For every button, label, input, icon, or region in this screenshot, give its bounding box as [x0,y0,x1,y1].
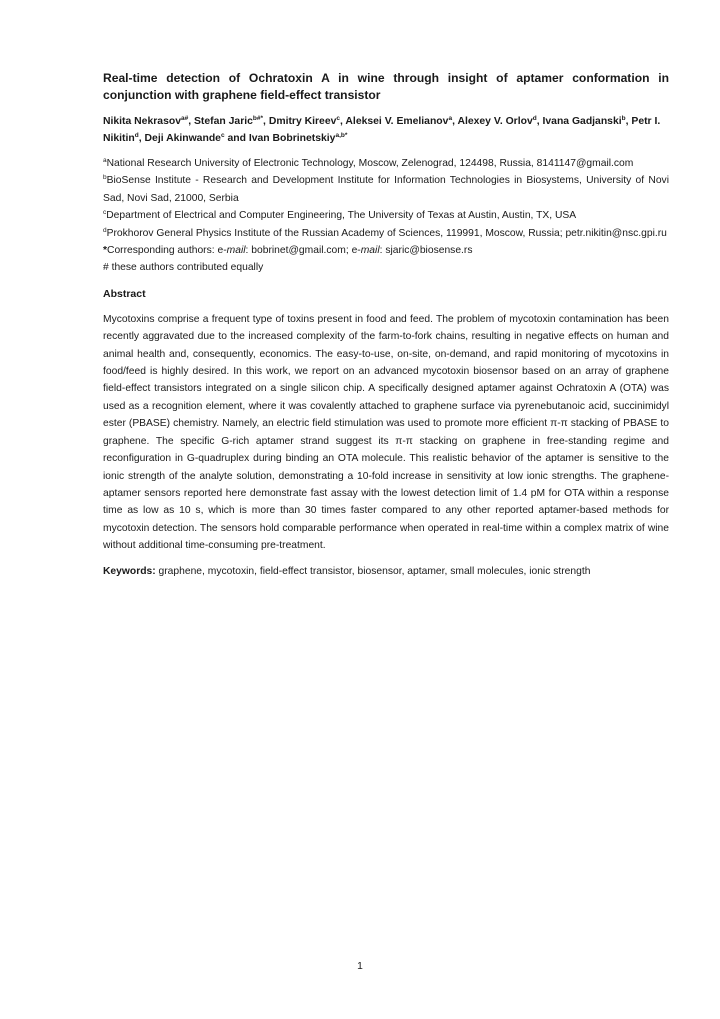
author-name: Stefan Jaric [194,116,253,127]
affiliation-text: National Research University of Electronic Technology, Moscow, Zelenograd, 124498, Russia, 8141147@gmail.com [106,158,634,169]
author-name: Dmitry Kireev [268,116,337,127]
affiliation-c [103,207,669,224]
author-name: Ivan Bobrinetskiy [248,133,336,144]
affiliation-b [103,172,669,207]
keywords-text: graphene, mycotoxin, field-effect transistor, biosensor, aptamer, small molecules, ionic strength [155,565,591,577]
affiliation-d [103,225,669,242]
keywords-label: Keywords: [103,565,156,577]
page-number: 1 [357,961,363,972]
affiliations [103,155,669,277]
affiliation-a [103,155,669,172]
author-name: Petr I. Nikitin [103,116,661,144]
author-affiliation-mark: c [220,132,225,139]
author-affiliation-mark: c [336,115,341,122]
mail-word: mail [226,245,246,257]
affiliation-text: BioSense Institute - Research and Development Institute for Information Technologies in Biosystems, University of Novi Sad, Novi Sad, 21000, Serbia [103,175,669,204]
author-affiliation-mark: b [621,115,626,122]
affiliation-mark: d [103,226,107,234]
affiliation-mark: b [103,174,107,182]
abstract-heading: Abstract [103,287,146,300]
paper-title: Real-time detection of Ochratoxin A in wine through insight of aptamer conformation in conjunction with graphene field-effect transistor [103,71,669,102]
author-affiliation-mark: a [448,115,453,122]
affiliation-mark: c [103,209,107,217]
email-bobrinet: : bobrinet@gmail.com; e- [245,245,361,257]
paper-page [103,70,669,580]
author-affiliation-mark: d [532,115,537,122]
email-sjaric: : sjaric@biosense.rs [379,245,473,257]
affiliation-text: Prokhorov General Physics Institute of the Russian Academy of Sciences, 119991, Moscow, Russia; petr.nikitin@nsc.gpi.ru [106,227,667,239]
author-list: Nikita Nekrasov$^{a\#}$, Stefan Jaric$^{b\#*}$, Dmitry Kireev$^c$, Aleksei V. Emelianov$^a$, Alexey V. Orlov$^d$, Ivana Gadjanski$^b$, Petr I. Nikitin$^d$, Deji Akinwande$^c$ and Ivan Bobrinetskiy$^{a,b*}$ [103,115,661,144]
author-name: Aleksei V. Emelianov [345,116,449,127]
abstract-text: Mycotoxins comprise a frequent type of toxins present in food and feed. The problem of mycotoxin contamination has been recently aggravated due to the increased complexity of the farm-to-fork chains, resulting in negative effects on human and animal health and, consequently, economics. The easy-to-use, on-site, on-demand, and rapid monitoring of mycotoxins in food/feed is highly desired. In this work, we report on an advanced mycotoxin biosensor based on an array of graphene field-effect transistors integrated on a single silicon chip. A specifically designed aptamer against Ochratoxin A (OTA) was used as a recognition element, where it was covalently attached to graphene surface via pyrenebutanoic acid, succinimidyl ester (PBASE) chemistry. Namely, an electric field stimulation was used to promote more efficient π-π stacking of PBASE to graphene. The specific G-rich aptamer strand suggest its π-π stacking on graphene in free-standing regime and reconfiguration in G-quadruplex during binding an OTA molecule. This realistic behavior of the aptamer is sensitive to the ionic strength of the analyte solution, demonstrating a 10-fold increase in sensitivity at low ionic strengths. The graphene-aptamer sensors reported here demonstrate fast assay with the lowest detection limit of 1.4 pM for OTA within a response time as low as 10 s, which is more than 30 times faster compared to any other reported aptamer-based methods for mycotoxin detection. The sensors hold comparable performance when operated in real-time within a complex matrix of wine without additional time-consuming pre-treatment. [103,313,669,552]
author-name: Alexey V. Orlov [457,116,533,127]
author-name: Ivana Gadjanski [542,116,622,127]
mail-word: mail [360,245,380,257]
author-affiliation-mark: a,b* [335,132,348,139]
author-affiliation-mark: b#* [252,115,264,122]
author-name: Deji Akinwande [144,133,221,144]
corresponding-prefix: Corresponding authors: e- [107,245,227,257]
author-name: Nikita Nekrasov [103,116,181,127]
corresponding-authors [103,242,669,259]
affiliation-mark: a [103,157,107,164]
author-affiliation-mark: a# [180,115,189,122]
author-affiliation-mark: d [134,132,139,139]
corresponding-mark: * [103,245,108,257]
affiliation-text: Department of Electrical and Computer Engineering, The University of Texas at Austin, Austin, TX, USA [106,210,577,222]
keywords [103,563,669,580]
equal-contribution-note: # these authors contributed equally [103,262,264,274]
